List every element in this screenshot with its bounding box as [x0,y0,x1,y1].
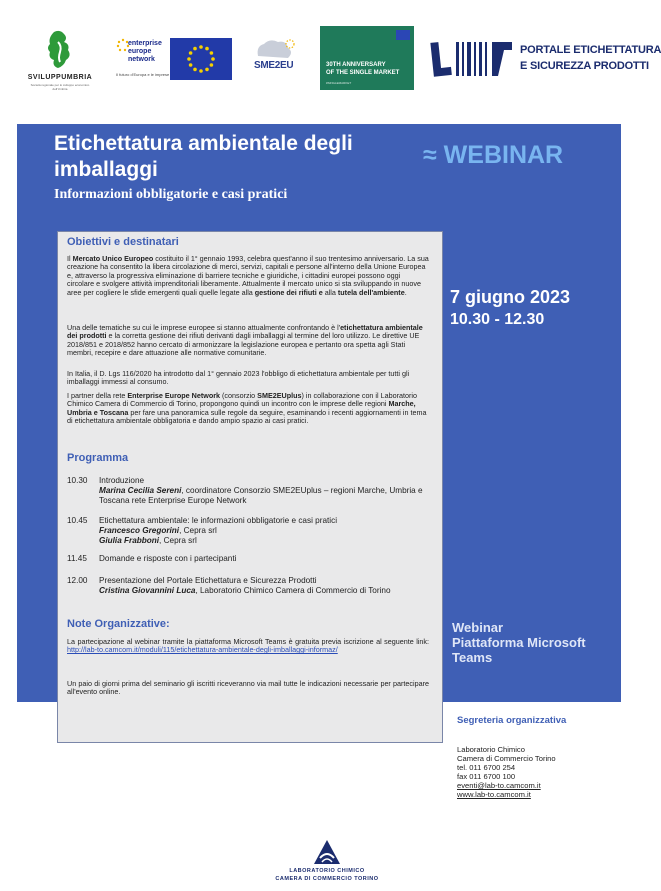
program-item [67,554,437,566]
program-speaker: Marina Cecilia Sereni [99,486,182,495]
programma-heading: Programma [67,452,129,464]
lab-line2: CAMERA DI COMMERCIO TORINO [275,876,379,882]
program-time: 12.00 [67,576,88,585]
een-tagline: Il futuro d'Europa e le imprese [116,72,170,77]
laboratorio-chimico-logo [272,838,382,888]
obiettivi-heading: Obiettivi e destinatari [67,236,179,248]
note-paragraph-1: La partecipazione al webinar tramite la piattaforma Microsoft Teams è gratuita previa iscrizione al seguente link: http://lab-to.camcom.it/moduli/115/etichettatura-ambientale-degli-imballaggi-informaz/ [67,637,429,655]
platform-line1: Webinar [452,620,504,635]
segreteria-tel: tel. 011 6700 254 [457,763,516,772]
program-speaker: Giulia Frabboni [99,536,160,545]
note-heading: Note Organizzative: [67,618,170,630]
een-line3: network [128,56,155,63]
program-body [99,476,437,506]
een-name [128,40,162,64]
program-title: Introduzione [99,476,145,485]
sviluppumbria-mark-icon [42,30,76,70]
sme2eu-mark-icon [248,36,308,62]
program-item [67,476,437,512]
program-speaker-role: , Laboratorio Chimico Camera di Commercio di Torino [195,586,391,595]
page-subtitle: Informazioni obbligatorie e casi pratici [54,187,288,202]
segreteria-line2: Camera di Commercio Torino [457,754,556,763]
sme2eu-logo [248,36,308,80]
obiettivi-paragraph-4: I partner della rete Enterprise Europe Network (consorzio SME2EUplus) in collaborazione con il Laboratorio Chimico Camera di Commercio di Torino, propongono quindi un incontro con le imprese delle regioni Marche, Umbria e Toscana per fare una panoramica sulle regole da seguire, esaminando i recenti aggiornamenti in tema di etichettatura ambientale obbligatoria e dando ampio spazio ai casi pratici. [67,391,427,426]
note-paragraph-2: Un paio di giorni prima del seminario gli iscritti riceveranno via mail tutte le indicazioni necessarie per partecipare all'evento online. [67,679,429,697]
obiettivi-paragraph-3: In Italia, il D. Lgs 116/2020 ha introdotto dal 1° gennaio 2023 l'obbligo di etichettatura ambientale per tutti gli imballaggi immessi al consumo. [67,369,410,387]
segreteria-email-link[interactable]: eventi@lab-to.camcom.it [457,781,541,790]
program-item [67,516,437,548]
program-speaker-role: , Cepra srl [179,526,217,535]
sviluppumbria-logo [24,30,96,91]
eu-flag-small-icon [396,30,410,40]
laboratorio-mark-icon [312,838,342,866]
program-body [99,576,437,596]
page-title: Etichettatura ambientale degli imballaggi [54,132,353,181]
program-time: 10.30 [67,476,88,485]
event-date: 7 giugno 2023 [450,287,571,307]
program-body [99,554,437,564]
program-item [67,576,437,610]
lab-line1: LABORATORIO CHIMICO [289,868,365,874]
event-time: 10.30 - 12.30 [450,311,545,328]
segreteria-line1: Laboratorio Chimico [457,745,525,754]
program-body [99,516,437,546]
single-market-line3: #SINGLEMARKET [326,81,352,85]
portale-barcode-icon [430,38,516,82]
program-speaker: Cristina Giovannini Luca [99,586,196,595]
sviluppumbria-tagline: Società regionale per lo sviluppo economico dell'Umbria [30,83,90,91]
platform-info [452,620,617,665]
registration-link[interactable]: http://lab-to.camcom.it/moduli/115/etichettatura-ambientale-degli-imballaggi-informaz/ [67,645,338,655]
program-speaker-role: , coordinatore Consorzio SME2EUplus – regioni Marche, Umbria e Toscana rete Enterprise Europe Network [99,486,423,505]
portale-line2: E SICUREZZA PRODOTTI [520,60,649,72]
obiettivi-paragraph-1: Il Mercato Unico Europeo costituito il 1° gennaio 1993, celebra quest'anno il suo trentesimo anniversario. La sua creazione ha consentito la libera circolazione di merci, servizi, capitali e persone all'interno della Unione Europea e, attraverso la progressiva eliminazione di barriere tecniche e giuridiche, i cittadini europei possono oggi circolare e svolgere attività imprenditoriali liberamente. Attualmente il mercato unico si sta sviluppando in nuove aree per cogliere le sfide emergenti quali quelle legate alla gestione dei rifiuti e alla tutela dell'ambiente. [67,254,429,297]
program-speaker-role: , Cepra srl [159,536,197,545]
een-line1: enterprise [128,40,162,47]
segreteria-fax: fax 011 6700 100 [457,772,516,781]
een-logo [116,38,170,80]
segreteria-web-link[interactable]: www.lab-to.camcom.it [457,790,531,799]
portale-line1: PORTALE ETICHETTATURA [520,44,661,56]
portale-logo [430,38,661,82]
single-market-logo [320,26,414,90]
platform-line2: Piattaforma Microsoft Teams [452,635,586,665]
webinar-label: ≈ WEBINAR [423,141,564,169]
program-time: 10.45 [67,516,88,525]
sviluppumbria-name: SVILUPPUMBRIA [27,74,93,81]
program-title: Presentazione del Portale Etichettatura e Sicurezza Prodotti [99,576,317,585]
program-time: 11.45 [67,554,87,563]
een-line2: europe [128,48,152,55]
single-market-line1: 30TH ANNIVERSARY [326,62,386,68]
program-title: Domande e risposte con i partecipanti [99,554,237,563]
eu-flag [170,38,232,80]
segreteria-heading: Segreteria organizzativa [457,715,567,726]
program-title: Etichettatura ambientale: le informazioni obbligatorie e casi pratici [99,516,338,525]
sme2eu-name: SME2EU [254,60,294,71]
obiettivi-paragraph-2: Una delle tematiche su cui le imprese europee si stanno attualmente confrontando è l'etichettatura ambientale dei prodotti e la corretta gestione dei rifiuti derivanti dagli imballaggi al termine del loro utilizzo. Le direttive UE 2018/851 e 2018/852 hanno cercato di armonizzare la legislazione europea e pertanto ora spetta agli Stati membri, recepire e dare attuazione alle normative comunitarie. [67,323,423,358]
program-speaker: Francesco Gregorini [99,526,180,535]
single-market-line2: OF THE SINGLE MARKET [326,70,400,76]
eu-stars-icon [170,38,232,80]
